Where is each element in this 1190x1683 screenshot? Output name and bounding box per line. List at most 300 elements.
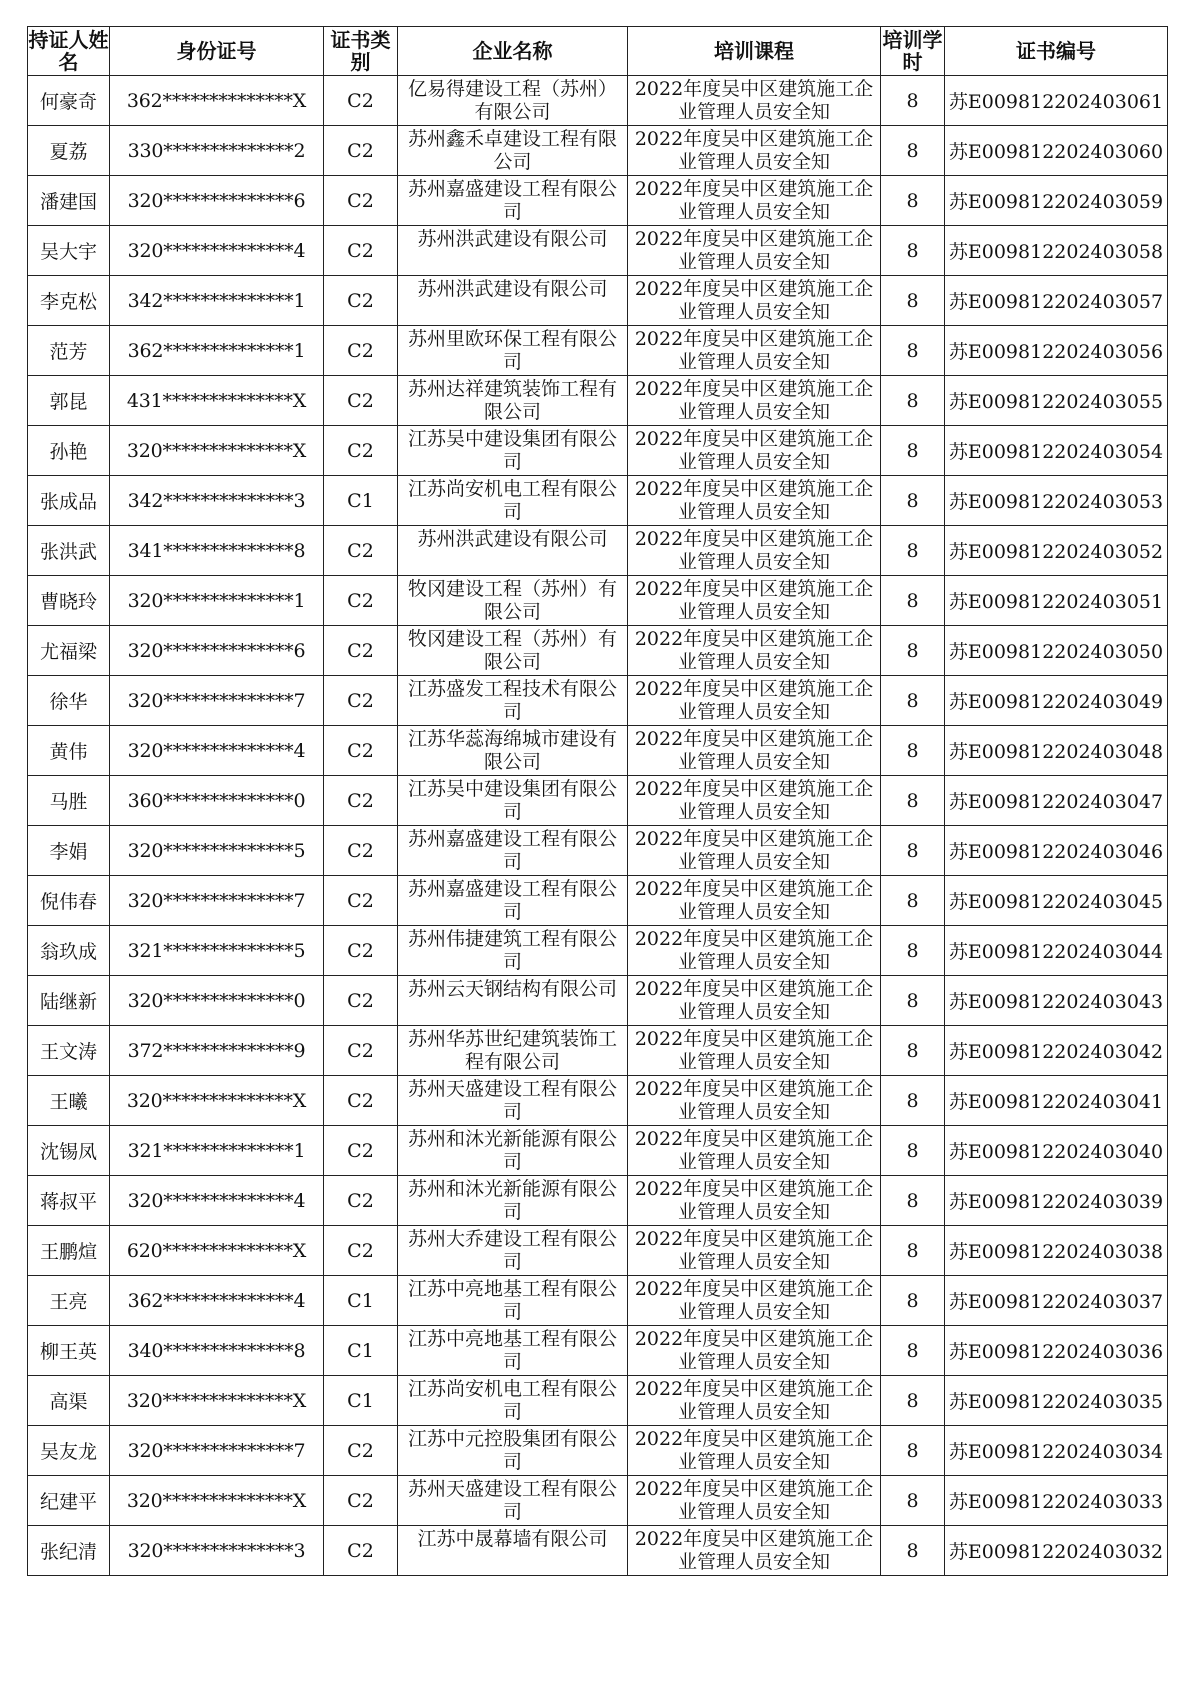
certificate-number-cell: 苏E009812202403036: [945, 1326, 1168, 1376]
training-course-cell-text: 2022年度吴中区建筑施工企业管理人员安全知: [634, 827, 874, 873]
company-name-cell-text: 苏州鑫禾卓建设工程有限公司: [407, 127, 617, 173]
certificate-number-cell: 苏E009812202403054: [945, 426, 1168, 476]
company-name-cell: [398, 1276, 628, 1326]
training-hours-cell: 8: [881, 1126, 945, 1176]
certificate-category-cell: C2: [324, 1176, 398, 1226]
table-row: [28, 1076, 1168, 1126]
id-number-cell: 320**************5: [110, 826, 324, 876]
certificate-category-cell: C2: [324, 176, 398, 226]
certificate-category-cell: C2: [324, 1026, 398, 1076]
certificate-category-cell: C2: [324, 326, 398, 376]
training-course-cell-text: 2022年度吴中区建筑施工企业管理人员安全知: [634, 1127, 874, 1173]
holder-name-cell: 李克松: [28, 276, 110, 326]
table-row: [28, 226, 1168, 276]
header-company-name: 企业名称: [398, 27, 628, 76]
holder-name-cell: 蒋叔平: [28, 1176, 110, 1226]
training-hours-cell: 8: [881, 176, 945, 226]
training-course-cell-text: 2022年度吴中区建筑施工企业管理人员安全知: [634, 727, 874, 773]
holder-name-cell: 范芳: [28, 326, 110, 376]
certificate-number-cell: 苏E009812202403051: [945, 576, 1168, 626]
training-course-cell-text: 2022年度吴中区建筑施工企业管理人员安全知: [634, 1227, 874, 1273]
training-course-cell: [628, 826, 881, 876]
company-name-cell: [398, 676, 628, 726]
company-name-cell-text: 苏州洪武建设有限公司: [417, 277, 608, 300]
training-course-cell-text: 2022年度吴中区建筑施工企业管理人员安全知: [634, 377, 874, 423]
company-name-cell-text: 牧冈建设工程（苏州）有限公司: [407, 627, 617, 673]
training-course-cell-text: 2022年度吴中区建筑施工企业管理人员安全知: [634, 1427, 874, 1473]
company-name-cell: [398, 926, 628, 976]
id-number-cell: 320**************X: [110, 1476, 324, 1526]
certificate-number-cell: 苏E009812202403057: [945, 276, 1168, 326]
training-course-cell: [628, 776, 881, 826]
id-number-cell: 320**************6: [110, 176, 324, 226]
company-name-cell: [398, 1376, 628, 1426]
table-row: [28, 576, 1168, 626]
certificate-category-cell: C2: [324, 976, 398, 1026]
company-name-cell-text: 苏州嘉盛建设工程有限公司: [407, 877, 617, 923]
training-hours-cell: 8: [881, 376, 945, 426]
certificate-category-cell: C1: [324, 1276, 398, 1326]
certificate-category-cell: C2: [324, 626, 398, 676]
company-name-cell: [398, 1076, 628, 1126]
company-name-cell-text: 江苏中元控股集团有限公司: [407, 1427, 617, 1473]
company-name-cell: [398, 1226, 628, 1276]
training-hours-cell: 8: [881, 1026, 945, 1076]
header-training-course: 培训课程: [628, 27, 881, 76]
id-number-cell: 321**************5: [110, 926, 324, 976]
company-name-cell-text: 苏州天盛建设工程有限公司: [407, 1077, 617, 1123]
company-name-cell-text: 苏州洪武建设有限公司: [417, 527, 608, 550]
certificate-category-cell: C2: [324, 776, 398, 826]
table-row: [28, 1526, 1168, 1576]
id-number-cell: 320**************7: [110, 1426, 324, 1476]
certificate-category-cell: C2: [324, 526, 398, 576]
id-number-cell: 320**************3: [110, 1526, 324, 1576]
training-course-cell: [628, 576, 881, 626]
holder-name-cell: 柳王英: [28, 1326, 110, 1376]
roster-body: [28, 76, 1168, 1576]
company-name-cell: [398, 76, 628, 126]
holder-name-cell: 陆继新: [28, 976, 110, 1026]
company-name-cell-text: 苏州里欧环保工程有限公司: [407, 327, 617, 373]
training-hours-cell: 8: [881, 1426, 945, 1476]
company-name-cell-text: 苏州达祥建筑装饰工程有限公司: [407, 377, 617, 423]
table-row: [28, 1126, 1168, 1176]
holder-name-cell: 王文涛: [28, 1026, 110, 1076]
training-course-cell-text: 2022年度吴中区建筑施工企业管理人员安全知: [634, 527, 874, 573]
company-name-cell-text: 江苏华蕊海绵城市建设有限公司: [407, 727, 617, 773]
holder-name-cell: 沈锡凤: [28, 1126, 110, 1176]
table-row: [28, 76, 1168, 126]
company-name-cell-text: 江苏尚安机电工程有限公司: [407, 477, 617, 523]
certificate-category-cell: C1: [324, 1376, 398, 1426]
training-hours-cell: 8: [881, 626, 945, 676]
company-name-cell-text: 苏州大乔建设工程有限公司: [407, 1227, 617, 1273]
training-course-cell-text: 2022年度吴中区建筑施工企业管理人员安全知: [634, 327, 874, 373]
holder-name-cell: 翁玖成: [28, 926, 110, 976]
company-name-cell: [398, 1476, 628, 1526]
company-name-cell: [398, 826, 628, 876]
training-course-cell-text: 2022年度吴中区建筑施工企业管理人员安全知: [634, 427, 874, 473]
holder-name-cell: 吴友龙: [28, 1426, 110, 1476]
certificate-number-cell: 苏E009812202403050: [945, 626, 1168, 676]
training-hours-cell: 8: [881, 926, 945, 976]
id-number-cell: 362**************X: [110, 76, 324, 126]
training-hours-cell: 8: [881, 426, 945, 476]
certificate-number-cell: 苏E009812202403038: [945, 1226, 1168, 1276]
training-course-cell-text: 2022年度吴中区建筑施工企业管理人员安全知: [634, 577, 874, 623]
certificate-category-cell: C2: [324, 1426, 398, 1476]
company-name-cell: [398, 526, 628, 576]
table-row: [28, 176, 1168, 226]
company-name-cell-text: 江苏中晟幕墙有限公司: [417, 1527, 608, 1550]
certificate-roster-table: [27, 26, 1168, 1576]
certificate-category-cell: C2: [324, 376, 398, 426]
holder-name-cell: 黄伟: [28, 726, 110, 776]
holder-name-cell: 高渠: [28, 1376, 110, 1426]
company-name-cell: [398, 1176, 628, 1226]
certificate-category-cell: C2: [324, 826, 398, 876]
id-number-cell: 362**************4: [110, 1276, 324, 1326]
training-hours-cell: 8: [881, 1476, 945, 1526]
training-course-cell: [628, 1026, 881, 1076]
header-id-number: 身份证号: [110, 27, 324, 76]
company-name-cell-text: 苏州嘉盛建设工程有限公司: [407, 177, 617, 223]
id-number-cell: 362**************1: [110, 326, 324, 376]
training-course-cell: [628, 1226, 881, 1276]
header-row: [28, 27, 1168, 76]
holder-name-cell: 何豪奇: [28, 76, 110, 126]
header-holder-name: 持证人姓名: [28, 28, 109, 74]
company-name-cell-text: 牧冈建设工程（苏州）有限公司: [407, 577, 617, 623]
company-name-cell: [398, 326, 628, 376]
holder-name-cell: 马胜: [28, 776, 110, 826]
certificate-number-cell: 苏E009812202403060: [945, 126, 1168, 176]
company-name-cell-text: 苏州洪武建设有限公司: [417, 227, 608, 250]
certificate-category-cell: C2: [324, 276, 398, 326]
certificate-number-cell: 苏E009812202403034: [945, 1426, 1168, 1476]
id-number-cell: 372**************9: [110, 1026, 324, 1076]
company-name-cell: [398, 176, 628, 226]
training-hours-cell: 8: [881, 1526, 945, 1576]
training-course-cell: [628, 1376, 881, 1426]
training-course-cell: [628, 876, 881, 926]
table-row: [28, 876, 1168, 926]
holder-name-cell: 纪建平: [28, 1476, 110, 1526]
certificate-number-cell: 苏E009812202403052: [945, 526, 1168, 576]
company-name-cell-text: 苏州嘉盛建设工程有限公司: [407, 827, 617, 873]
training-hours-cell: 8: [881, 1176, 945, 1226]
company-name-cell-text: 江苏中亮地基工程有限公司: [407, 1327, 617, 1373]
training-course-cell: [628, 1476, 881, 1526]
company-name-cell-text: 江苏吴中建设集团有限公司: [407, 427, 617, 473]
holder-name-cell: 王鹏煊: [28, 1226, 110, 1276]
company-name-cell: [398, 576, 628, 626]
id-number-cell: 320**************X: [110, 426, 324, 476]
training-course-cell: [628, 1076, 881, 1126]
id-number-cell: 431**************X: [110, 376, 324, 426]
certificate-category-cell: C2: [324, 76, 398, 126]
certificate-number-cell: 苏E009812202403032: [945, 1526, 1168, 1576]
table-row: [28, 526, 1168, 576]
id-number-cell: 320**************4: [110, 726, 324, 776]
training-course-cell-text: 2022年度吴中区建筑施工企业管理人员安全知: [634, 977, 874, 1023]
table-row: [28, 1426, 1168, 1476]
certificate-category-cell: C2: [324, 1526, 398, 1576]
certificate-category-cell: C2: [324, 1226, 398, 1276]
certificate-category-cell: C2: [324, 676, 398, 726]
certificate-number-cell: 苏E009812202403048: [945, 726, 1168, 776]
id-number-cell: 360**************0: [110, 776, 324, 826]
certificate-category-cell: C2: [324, 1076, 398, 1126]
company-name-cell: [398, 376, 628, 426]
certificate-category-cell: C2: [324, 876, 398, 926]
company-name-cell-text: 江苏尚安机电工程有限公司: [407, 1377, 617, 1423]
training-course-cell: [628, 726, 881, 776]
training-course-cell: [628, 126, 881, 176]
training-course-cell: [628, 426, 881, 476]
certificate-number-cell: 苏E009812202403033: [945, 1476, 1168, 1526]
certificate-number-cell: 苏E009812202403041: [945, 1076, 1168, 1126]
certificate-category-cell: C2: [324, 1126, 398, 1176]
company-name-cell: [398, 776, 628, 826]
certificate-number-cell: 苏E009812202403047: [945, 776, 1168, 826]
training-hours-cell: 8: [881, 576, 945, 626]
certificate-category-cell: C2: [324, 726, 398, 776]
certificate-number-cell: 苏E009812202403055: [945, 376, 1168, 426]
training-course-cell: [628, 76, 881, 126]
table-row: [28, 1176, 1168, 1226]
certificate-number-cell: 苏E009812202403053: [945, 476, 1168, 526]
id-number-cell: 620**************X: [110, 1226, 324, 1276]
holder-name-cell: 吴大宇: [28, 226, 110, 276]
table-row: [28, 626, 1168, 676]
certificate-number-cell: 苏E009812202403040: [945, 1126, 1168, 1176]
certificate-number-cell: 苏E009812202403058: [945, 226, 1168, 276]
company-name-cell: [398, 476, 628, 526]
table-row: [28, 676, 1168, 726]
company-name-cell: [398, 276, 628, 326]
training-course-cell-text: 2022年度吴中区建筑施工企业管理人员安全知: [634, 927, 874, 973]
company-name-cell: [398, 976, 628, 1026]
holder-name-cell: 夏荔: [28, 126, 110, 176]
training-course-cell-text: 2022年度吴中区建筑施工企业管理人员安全知: [634, 127, 874, 173]
company-name-cell-text: 苏州华苏世纪建筑装饰工程有限公司: [407, 1027, 617, 1073]
table-row: [28, 376, 1168, 426]
training-hours-cell: 8: [881, 326, 945, 376]
table-row: [28, 276, 1168, 326]
company-name-cell-text: 苏州和沐光新能源有限公司: [407, 1177, 617, 1223]
training-hours-cell: 8: [881, 1076, 945, 1126]
company-name-cell-text: 江苏中亮地基工程有限公司: [407, 1277, 617, 1323]
training-hours-cell: 8: [881, 1276, 945, 1326]
company-name-cell-text: 苏州伟捷建筑工程有限公司: [407, 927, 617, 973]
certificate-number-cell: 苏E009812202403044: [945, 926, 1168, 976]
training-course-cell: [628, 176, 881, 226]
training-course-cell-text: 2022年度吴中区建筑施工企业管理人员安全知: [634, 1077, 874, 1123]
training-course-cell: [628, 626, 881, 676]
certificate-number-cell: 苏E009812202403061: [945, 76, 1168, 126]
table-row: [28, 1376, 1168, 1426]
training-hours-cell: 8: [881, 826, 945, 876]
training-hours-cell: 8: [881, 1326, 945, 1376]
id-number-cell: 320**************X: [110, 1076, 324, 1126]
certificate-category-cell: C2: [324, 226, 398, 276]
training-hours-cell: 8: [881, 1226, 945, 1276]
id-number-cell: 320**************7: [110, 876, 324, 926]
table-row: [28, 1476, 1168, 1526]
company-name-cell: [398, 126, 628, 176]
training-hours-cell: 8: [881, 126, 945, 176]
certificate-category-cell: C1: [324, 1326, 398, 1376]
table-row: [28, 1226, 1168, 1276]
company-name-cell: [398, 1526, 628, 1576]
company-name-cell-text: 江苏吴中建设集团有限公司: [407, 777, 617, 823]
training-hours-cell: 8: [881, 1376, 945, 1426]
training-course-cell: [628, 1126, 881, 1176]
certificate-number-cell: 苏E009812202403035: [945, 1376, 1168, 1426]
training-course-cell-text: 2022年度吴中区建筑施工企业管理人员安全知: [634, 1327, 874, 1373]
table-row: [28, 1326, 1168, 1376]
header-certificate-number: 证书编号: [945, 27, 1168, 76]
training-hours-cell: 8: [881, 676, 945, 726]
training-course-cell: [628, 1526, 881, 1576]
holder-name-cell: 郭昆: [28, 376, 110, 426]
training-course-cell: [628, 1176, 881, 1226]
training-hours-cell: 8: [881, 726, 945, 776]
company-name-cell-text: 苏州云天钢结构有限公司: [407, 977, 617, 1000]
training-course-cell-text: 2022年度吴中区建筑施工企业管理人员安全知: [634, 227, 874, 273]
header-training-hours: 培训学时: [882, 28, 943, 74]
training-course-cell: [628, 976, 881, 1026]
table-row: [28, 326, 1168, 376]
holder-name-cell: 曹晓玲: [28, 576, 110, 626]
training-course-cell-text: 2022年度吴中区建筑施工企业管理人员安全知: [634, 877, 874, 923]
training-course-cell: [628, 926, 881, 976]
company-name-cell-text: 苏州和沐光新能源有限公司: [407, 1127, 617, 1173]
certificate-number-cell: 苏E009812202403043: [945, 976, 1168, 1026]
training-course-cell: [628, 526, 881, 576]
training-hours-cell: 8: [881, 76, 945, 126]
training-course-cell-text: 2022年度吴中区建筑施工企业管理人员安全知: [634, 1527, 874, 1573]
training-hours-cell: 8: [881, 876, 945, 926]
holder-name-cell: 王亮: [28, 1276, 110, 1326]
certificate-category-cell: C2: [324, 1476, 398, 1526]
certificate-number-cell: 苏E009812202403045: [945, 876, 1168, 926]
company-name-cell-text: 江苏盛发工程技术有限公司: [407, 677, 617, 723]
company-name-cell: [398, 1326, 628, 1376]
training-course-cell: [628, 326, 881, 376]
id-number-cell: 342**************1: [110, 276, 324, 326]
holder-name-cell: 张纪清: [28, 1526, 110, 1576]
holder-name-cell: 张成品: [28, 476, 110, 526]
holder-name-cell: 孙艳: [28, 426, 110, 476]
training-course-cell: [628, 376, 881, 426]
holder-name-cell: 李娟: [28, 826, 110, 876]
certificate-category-cell: C1: [324, 476, 398, 526]
table-row: [28, 726, 1168, 776]
training-course-cell-text: 2022年度吴中区建筑施工企业管理人员安全知: [634, 477, 874, 523]
training-hours-cell: 8: [881, 526, 945, 576]
certificate-number-cell: 苏E009812202403042: [945, 1026, 1168, 1076]
id-number-cell: 320**************7: [110, 676, 324, 726]
training-hours-cell: 8: [881, 776, 945, 826]
training-course-cell: [628, 1326, 881, 1376]
table-row: [28, 926, 1168, 976]
training-course-cell: [628, 1276, 881, 1326]
table-row: [28, 426, 1168, 476]
id-number-cell: 321**************1: [110, 1126, 324, 1176]
id-number-cell: 330**************2: [110, 126, 324, 176]
training-course-cell: [628, 676, 881, 726]
holder-name-cell: 潘建国: [28, 176, 110, 226]
training-course-cell-text: 2022年度吴中区建筑施工企业管理人员安全知: [634, 277, 874, 323]
company-name-cell: [398, 876, 628, 926]
id-number-cell: 320**************X: [110, 1376, 324, 1426]
table-row: [28, 1026, 1168, 1076]
training-course-cell-text: 2022年度吴中区建筑施工企业管理人员安全知: [634, 1027, 874, 1073]
id-number-cell: 342**************3: [110, 476, 324, 526]
certificate-number-cell: 苏E009812202403037: [945, 1276, 1168, 1326]
id-number-cell: 320**************4: [110, 226, 324, 276]
training-hours-cell: 8: [881, 276, 945, 326]
holder-name-cell: 倪伟春: [28, 876, 110, 926]
certificate-number-cell: 苏E009812202403046: [945, 826, 1168, 876]
id-number-cell: 320**************4: [110, 1176, 324, 1226]
training-hours-cell: 8: [881, 976, 945, 1026]
certificate-number-cell: 苏E009812202403049: [945, 676, 1168, 726]
training-course-cell-text: 2022年度吴中区建筑施工企业管理人员安全知: [634, 1477, 874, 1523]
company-name-cell-text: 亿易得建设工程（苏州）有限公司: [407, 77, 617, 123]
id-number-cell: 320**************1: [110, 576, 324, 626]
certificate-number-cell: 苏E009812202403056: [945, 326, 1168, 376]
training-course-cell: [628, 1426, 881, 1476]
table-row: [28, 976, 1168, 1026]
certificate-number-cell: 苏E009812202403039: [945, 1176, 1168, 1226]
certificate-category-cell: C2: [324, 426, 398, 476]
training-course-cell-text: 2022年度吴中区建筑施工企业管理人员安全知: [634, 627, 874, 673]
company-name-cell: [398, 1026, 628, 1076]
holder-name-cell: 王曦: [28, 1076, 110, 1126]
company-name-cell-text: 苏州天盛建设工程有限公司: [407, 1477, 617, 1523]
certificate-category-cell: C2: [324, 126, 398, 176]
training-course-cell: [628, 226, 881, 276]
header-certificate-category: 证书类别: [324, 27, 398, 76]
id-number-cell: 320**************0: [110, 976, 324, 1026]
training-hours-cell: 8: [881, 476, 945, 526]
table-row: [28, 826, 1168, 876]
certificate-category-cell: C2: [324, 926, 398, 976]
table-row: [28, 776, 1168, 826]
holder-name-cell: 尤福梁: [28, 626, 110, 676]
id-number-cell: 341**************8: [110, 526, 324, 576]
training-course-cell-text: 2022年度吴中区建筑施工企业管理人员安全知: [634, 77, 874, 123]
table-row: [28, 1276, 1168, 1326]
training-course-cell-text: 2022年度吴中区建筑施工企业管理人员安全知: [634, 677, 874, 723]
training-course-cell-text: 2022年度吴中区建筑施工企业管理人员安全知: [634, 1377, 874, 1423]
certificate-category-cell: C2: [324, 576, 398, 626]
company-name-cell: [398, 226, 628, 276]
table-row: [28, 476, 1168, 526]
training-course-cell-text: 2022年度吴中区建筑施工企业管理人员安全知: [634, 1277, 874, 1323]
training-course-cell: [628, 276, 881, 326]
holder-name-cell: 徐华: [28, 676, 110, 726]
training-course-cell: [628, 476, 881, 526]
company-name-cell: [398, 626, 628, 676]
certificate-number-cell: 苏E009812202403059: [945, 176, 1168, 226]
company-name-cell: [398, 426, 628, 476]
training-course-cell-text: 2022年度吴中区建筑施工企业管理人员安全知: [634, 177, 874, 223]
